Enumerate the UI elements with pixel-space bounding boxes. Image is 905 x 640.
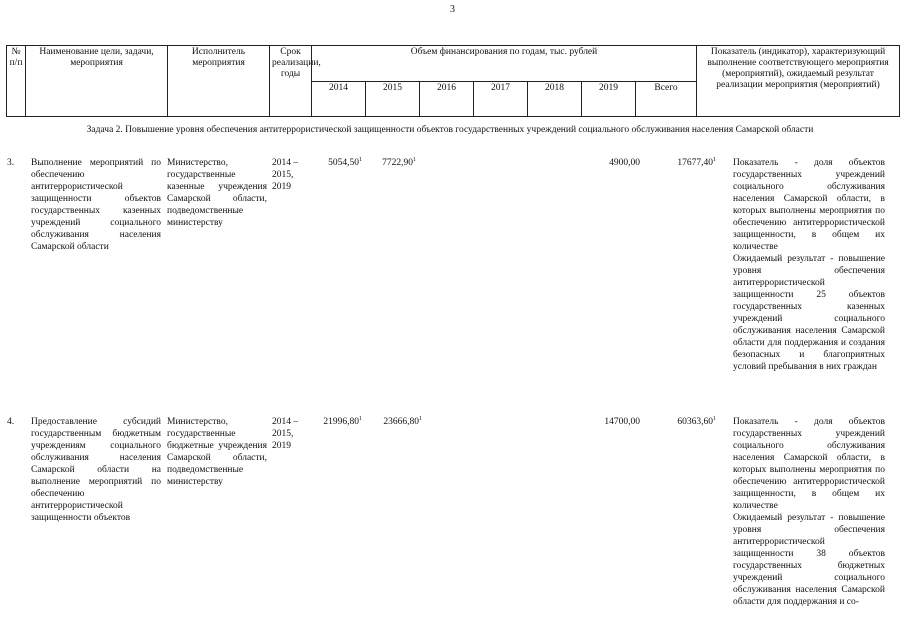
row-indicator: Показатель - доля объектов государственных учреждений социального обслуживания населения Самарской области, в которых выполнены мероприятия по обеспечению антитеррористической защищенности, в общем их количестве: [733, 417, 885, 511]
row-value-2019: 4900,00: [609, 158, 640, 168]
row-term: 2014 – 2015, 2019: [272, 417, 299, 451]
header-total: Всего: [636, 81, 697, 117]
row-number: 4.: [7, 417, 15, 427]
header-num: № п/п: [7, 46, 26, 117]
footnote-mark: 1: [413, 156, 416, 163]
row-name: Выполнение мероприятий по обеспечению антитеррористической защищенности объектов государственных казенных учреждений социального обслуживания населения Самарской области: [31, 158, 161, 252]
footnote-mark: 1: [713, 415, 716, 422]
footnote-mark: 1: [359, 415, 362, 422]
row-value-2014: 21996,80$^1$: [323, 415, 362, 427]
row-total: 60363,60$^1$: [677, 415, 716, 427]
row-indicator: Показатель - доля объектов государственных учреждений социального обслуживания населения Самарской области, в которых выполнены мероприятия по обеспечению антитеррористической защищенности, в общем их количестве: [733, 158, 885, 252]
row-name: Предоставление субсидий государственным бюджетным учреждениям социального обслуживания населения Самарской области на выполнение мероприятий по обеспечению антитеррористической защищенности объектов: [31, 417, 161, 523]
row-expected-result: Ожидаемый результат - повышение уровня обеспечения антитеррористической защищенности 25 объектов государственных казенных учреждений социального обслуживания населения Самарской области для поддержания и создания безопасных и благоприятных условий пребывания в них граждан: [733, 254, 885, 372]
page-number: 3: [450, 4, 455, 15]
task-heading: Задача 2. Повышение уровня обеспечения антитеррористической защищенности объектов государственных учреждений социального обслуживания населения Самарской области: [86, 125, 814, 135]
table-header: [6, 45, 900, 117]
footnote-mark: 1: [419, 415, 422, 422]
footnote-mark: 1: [713, 156, 716, 163]
header-name: Наименование цели, задачи, мероприятия: [26, 46, 168, 117]
row-number: 3.: [7, 158, 15, 168]
footnote-mark: 1: [359, 156, 362, 163]
row-total: 17677,40$^1$: [677, 156, 716, 168]
header-indicator: Показатель (индикатор), характеризующий выполнение соответствующего мероприятия (мероприятий), ожидаемый результат реализации мероприятия (мероприятий): [697, 46, 900, 117]
header-term: Срок реализации, годы: [270, 46, 312, 117]
row-executor: Министерство, государственные казенные учреждения Самарской области, подведомственные министерству: [167, 158, 267, 228]
header-funding: Объем финансирования по годам, тыс. рублей: [312, 46, 697, 82]
header-year: 2019: [582, 81, 636, 117]
header-year: 2014: [312, 81, 366, 117]
row-value-2015: 23666,80$^1$: [383, 415, 422, 427]
header-executor: Исполнитель мероприятия: [168, 46, 270, 117]
row-executor: Министерство, государственные бюджетные учреждения Самарской области, подведомственные министерству: [167, 417, 267, 487]
row-value-2019: 14700,00: [604, 417, 640, 427]
row-term: 2014 – 2015, 2019: [272, 158, 299, 192]
row-expected-result: Ожидаемый результат - повышение уровня обеспечения антитеррористической защищенности 38 объектов государственных бюджетных учреждений социального обслуживания населения Самарской области для поддержания и со-: [733, 513, 885, 607]
header-year: 2015: [366, 81, 420, 117]
row-value-2014: 5054,50$^1$: [328, 156, 362, 168]
header-year: 2017: [474, 81, 528, 117]
row-value-2015: 7722,90$^1$: [382, 156, 416, 168]
header-year: 2018: [528, 81, 582, 117]
header-year: 2016: [420, 81, 474, 117]
